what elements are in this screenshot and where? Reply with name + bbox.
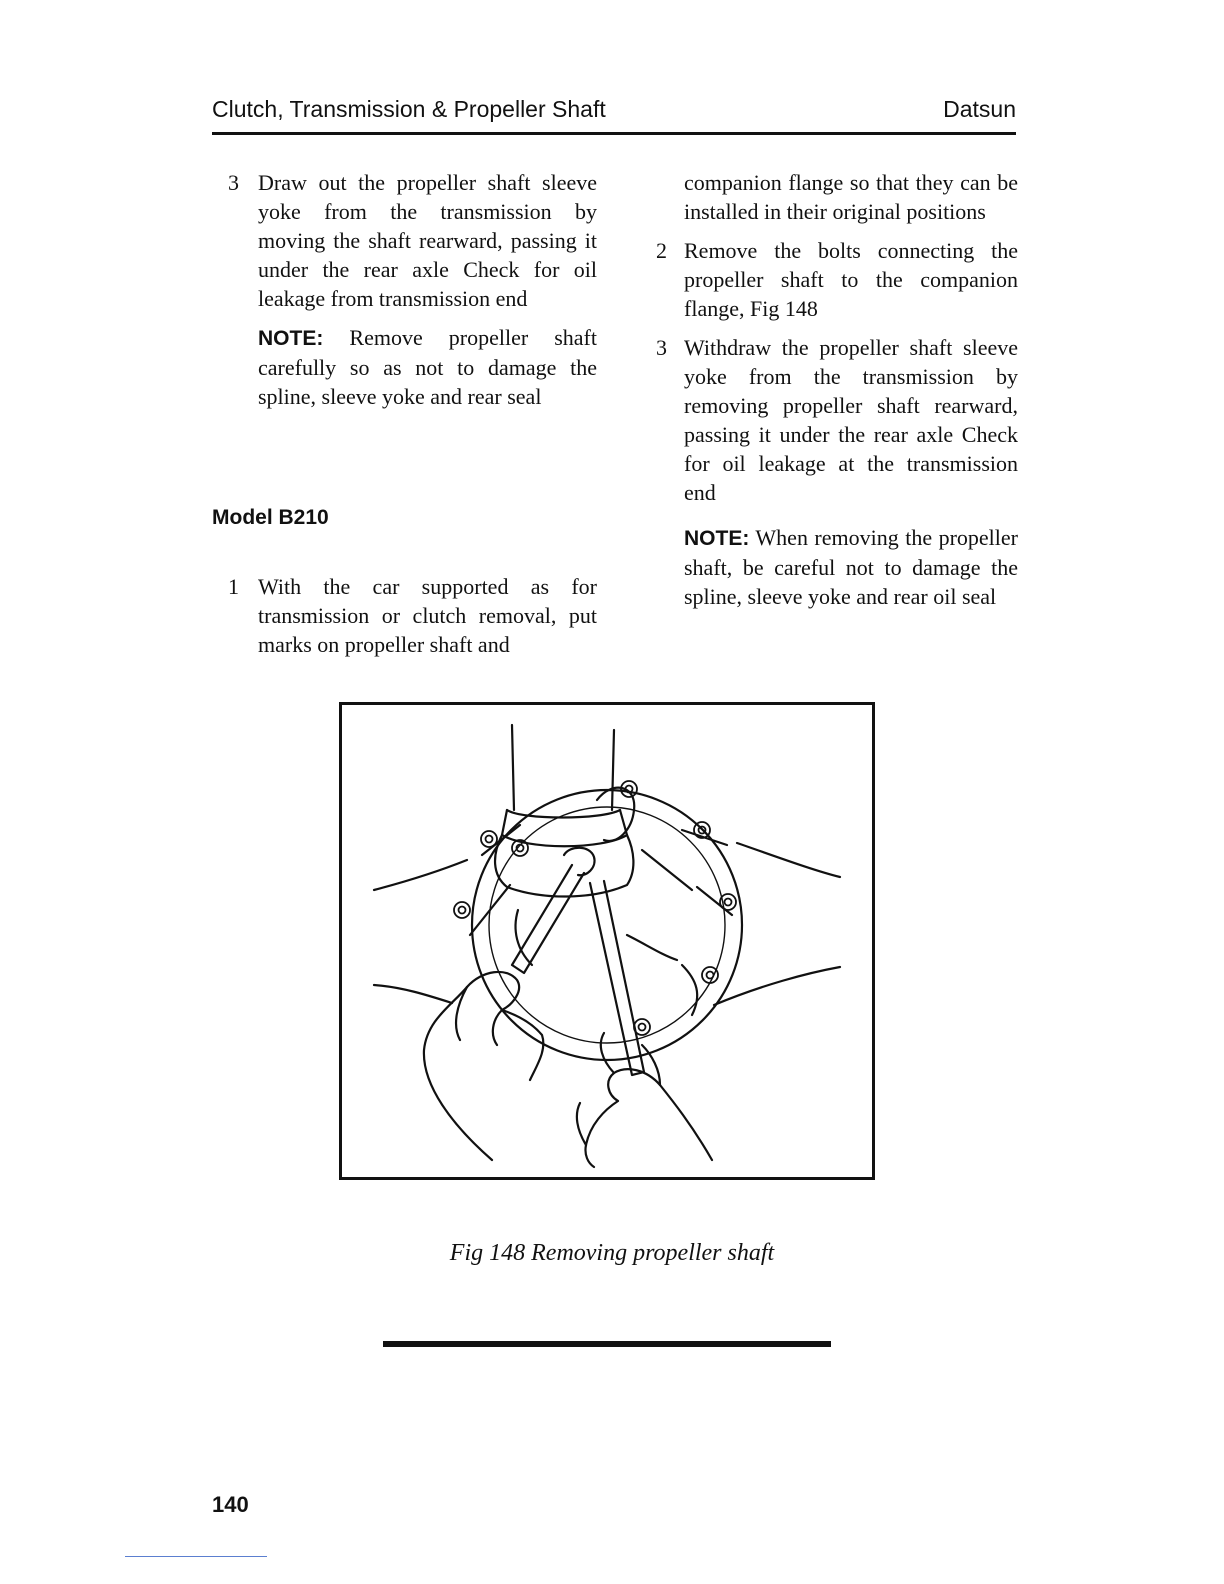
section-end-rule: [383, 1341, 831, 1347]
header-rule: [212, 132, 1016, 135]
page-header: [212, 92, 1016, 126]
step-item: [640, 236, 1018, 323]
step-text: With the car supported as for transmission or clutch removal, put marks on propeller shaft and: [258, 574, 597, 657]
step-text: Remove the bolts connecting the propeller shaft to the companion flange, Fig 148: [684, 238, 1018, 321]
step-number: 2: [656, 238, 667, 263]
note-block: [640, 523, 1018, 611]
right-column: [640, 168, 1018, 611]
propeller-shaft: [512, 725, 514, 810]
axle-tube-upper-left: [374, 860, 467, 890]
step-number: 3: [228, 170, 239, 195]
step-text: Draw out the propeller shaft sleeve yoke from the transmission by moving the shaft rearward, passing it under the rear axle Check for oil leakage from transmission end: [258, 170, 597, 311]
companion-flange: [495, 835, 633, 897]
right-hand: [585, 1069, 712, 1167]
figure-caption: Fig 148 Removing propeller shaft: [449, 1240, 775, 1266]
step-number: 3: [656, 335, 667, 360]
wrench-left: [512, 865, 584, 973]
step-number: 1: [228, 574, 239, 599]
step-item: [640, 333, 1018, 507]
step-text: Withdraw the propeller shaft sleeve yoke from the transmission by removing propeller shaft rearward, passing it under the rear axle Check for oil leakage at the transmission end: [684, 335, 1018, 505]
header-section-title: Clutch, Transmission & Propeller Shaft: [212, 96, 606, 122]
note-label: NOTE:: [684, 527, 750, 550]
left-column: [212, 168, 597, 669]
axle-tube-upper-right: [737, 843, 840, 877]
note-block: [212, 323, 597, 411]
step-item: [212, 572, 597, 659]
page-edge-line: [125, 1556, 267, 1557]
step-item: [212, 168, 597, 313]
section-title: Model B210: [212, 506, 329, 529]
note-text: Remove propeller shaft carefully so as not to damage the spline, sleeve yoke and rear seal: [258, 325, 597, 409]
note-text: When removing the propeller shaft, be careful not to damage the spline, sleeve yoke and rear oil seal: [684, 525, 1018, 609]
note-label: NOTE:: [258, 327, 324, 350]
axle-tube-lower-left: [374, 985, 452, 1003]
propeller-shaft-removal-drawing: [342, 705, 872, 1177]
page-number: 140: [212, 1492, 249, 1517]
figure-illustration: [339, 702, 875, 1180]
wrench-right: [590, 881, 644, 1075]
continued-text: companion flange so that they can be installed in their original positions: [684, 170, 1018, 224]
header-brand: Datsun: [943, 96, 1016, 122]
